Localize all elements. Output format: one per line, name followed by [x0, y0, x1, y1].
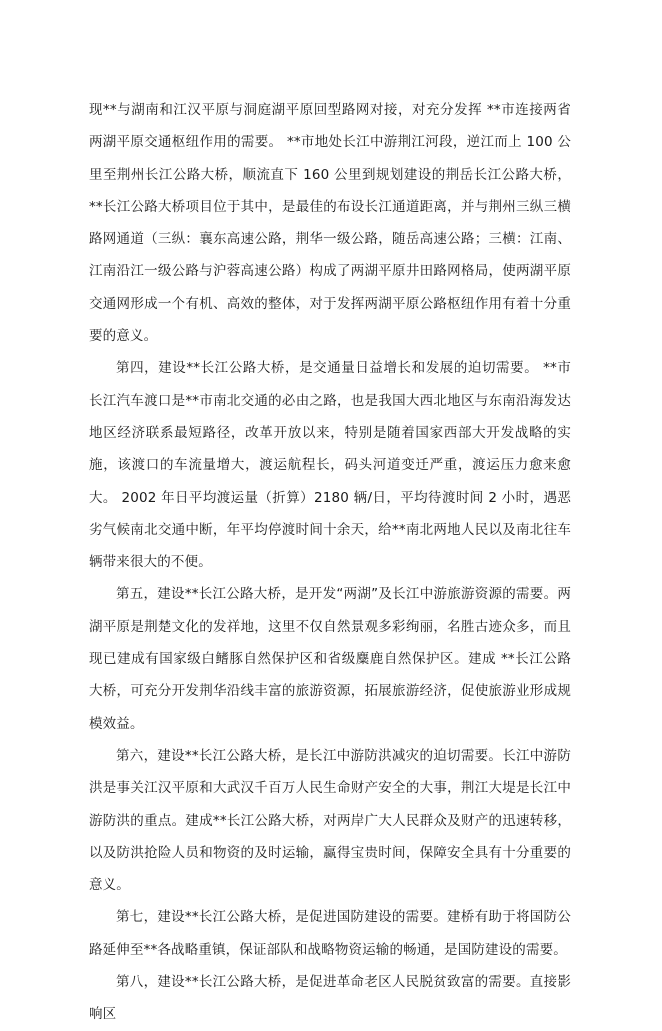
paragraph-fifth-tourism: 第五，建设**长江公路大桥，是开发“两湖”及长江中游旅游资源的需要。两湖平原是荆楚文化的发祥地，这里不仅自然景观多彩绚丽，名胜古迹众多，而且现已建成有国家级白鳍豚自然保护区和省级麋鹿自然保护区。建成 **长江公路大桥，可充分开发荆华沿线丰富的旅游资源，拓展旅游经济，促使旅游业形成规模效益。	[89, 586, 571, 732]
paragraph-seventh-national-defense: 第七，建设**长江公路大桥，是促进国防建设的需要。建桥有助于将国防公路延伸至**各战略重镇，保证部队和战略物资运输的畅通，是国防建设的需要。	[89, 909, 571, 958]
document-page	[89, 94, 571, 1031]
paragraph-fourth-traffic-growth: 第四，建设**长江公路大桥，是交通量日益增长和发展的迫切需要。 **市长江汽车渡口是**市南北交通的必由之路，也是我国大西北地区与东南沿海发达地区经济联系最短路径，改革开放以来，特别是随着国家西部大开发战略的实施，该渡口的车流量增大，渡运航程长，码头河道变迁严重，渡运压力愈来愈大。 2002 年日平均渡运量（折算）2180 辆/日，平均待渡时间 2 小时，遇恶劣气候南北交通中断，年平均停渡时间十余天，给**南北两地人民以及南北往车辆带来很大的不便。	[89, 360, 571, 571]
paragraph-sixth-flood-control: 第六，建设**长江公路大桥，是长江中游防洪减灾的迫切需要。长江中游防洪是事关江汉平原和大武汉千百万人民生命财产安全的大事，荆江大堤是长江中游防洪的重点。建成**长江公路大桥，对两岸广大人民群众及财产的迅速转移，以及防洪抢险人员和物资的及时运输，赢得宝贵时间，保障安全具有十分重要的意义。	[89, 747, 571, 894]
paragraph-road-network: 现**与湖南和江汉平原与洞庭湖平原回型路网对接，对充分发挥 **市连接两省两湖平原交通枢纽作用的需要。 **市地处长江中游荆江河段，逆江而上 100 公里至荆州长江公路大桥，顺流直下 160 公里到规划建设的荆岳长江公路大桥， **长江公路大桥项目位于其中，是最佳的布设长江通道距离，并与荆州三纵三横路网通道（三纵：襄东高速公路，荆华一级公路，随岳高速公路；三横：江南、江南沿江一级公路与沪蓉高速公路）构成了两湖平原井田路网格局，使两湖平原交通网形成一个有机、高效的整体，对于发挥两湖平原公路枢纽作用有着十分重要的意义。	[89, 102, 571, 345]
paragraph-eighth-old-revolutionary-areas: 第八，建设**长江公路大桥，是促进革命老区人民脱贫致富的需要。直接影响区	[89, 974, 571, 1023]
